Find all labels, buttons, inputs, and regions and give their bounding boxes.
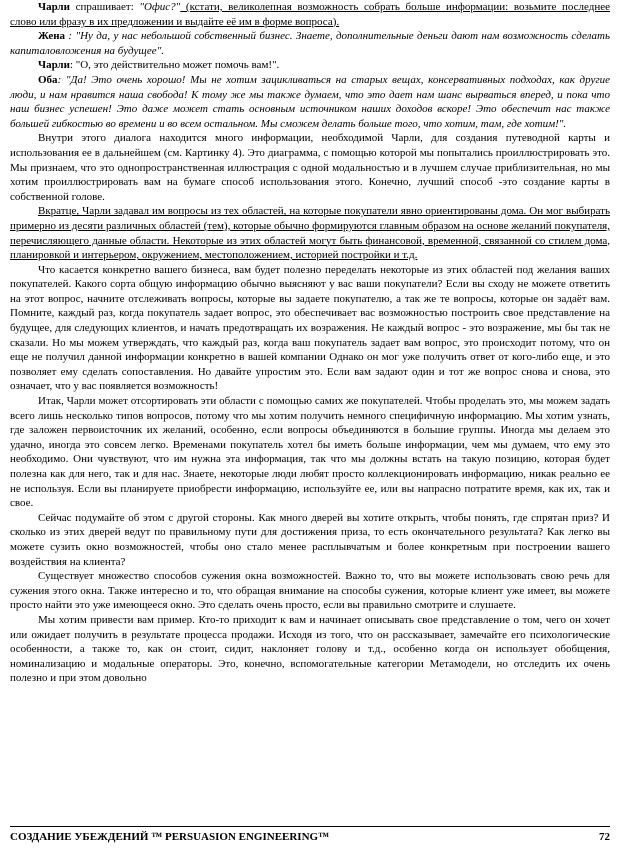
speaker-both: Оба (38, 73, 58, 86)
paragraph-1: Чарли спрашивает: "Офис?" (кстати, великолепная возможность собрать больше информации: возьмите последнее слово или фразу в их предложении и выдайте её им в форме вопроса). (10, 1, 611, 28)
paragraph-5: Внутри этого диалога находится много информации, необходимой Чарли, для создания путеводной карты и использования ее в дальнейшем (см. Картинку 4). Это диаграмма, с помощью которой мы попытались проиллюстрировать это. Мы признаем, что это однопространственная иллюстрация с одной модальностью и в лучшем случае приблизительная, но мы хотим проиллюстрировать вам на бумаге способ использования этого. Конечно, лучший способ -это создание карты в собственной голове. (10, 132, 610, 203)
paragraph-3: Чарли: "О, это действительно может помочь вам!". (38, 59, 280, 72)
paragraph-2: Жена : "Ну да, у нас небольшой собственный бизнес. Знаете, дополнительные деньги дают нам возможность сделать капиталовложения на будущее". (10, 30, 610, 57)
paragraph-8: Итак, Чарли может отсортировать эти области с помощью самих же покупателей. Чтобы проделать это, мы можем задать всего лишь несколько типов вопросов, потому что мы хотим получить немного специфичную информацию. Мы хотим узнать, где заложен первоисточник их желаний, особенно, если вопросы объединяются в большие группы. Иногда мы делаем это удачно, иногда это совсем легко. Временами покупатель хотел бы иметь больше информации, чем мы думаем, что ему это необходимо. Они чувствуют, что им нужна эта информация, так что мы должны встать на такую позицию, которая будет полезна как для него, так и для нас. Знаете, некоторые люди любят просто коллекционировать информацию, никак реально ее не используя. Если вы планируете приобрести информацию, используйте ее, или вы напрасно потратите время, как их, так и свое. (10, 395, 610, 510)
paragraph-6: Вкратце, Чарли задавал им вопросы из тех областей, на которые покупатели явно ориентированы дома. Он мог выбирать примерно из десяти различных областей (тем), которые обычно формируются главным образом на основе желаний покупателя, перечисляющего данные области. Некоторые из этих областей могут быть финансовой, временной, связанной со стилем дома, планировкой и интерьером, окружением, местоположением, историей постройки и т.д. (10, 205, 610, 262)
page-body (10, 0, 610, 686)
paragraph-4: Оба: "Да! Это очень хорошо! Мы не хотим зацикливаться на старых вещах, консервативных подходах, как другие люди, и нам нравится наша свобода! К тому же мы также думаем, что это дает нам шанс вырваться вперед, и пока что наш бизнес успешен! Это даже может стать основным источником наших доходов вскоре! Это обеспечит нас также большей гибкостью во времени и во всем остальном. Мы сможем делать больше того, что хотим, там, где хотим!". (10, 73, 610, 130)
speaker-wife: Жена (38, 30, 66, 43)
paragraph-9: Сейчас подумайте об этом с другой стороны. Как много дверей вы хотите открыть, чтобы понять, где спрятан приз? И сколько из этих дверей ведут по правильному пути для достижения приза, то есть окончательного результата? Как легко вы можете сузить окно возможностей, чтобы оно стало менее расплывчатым и более конкретным при построении вашего воздействия на клиента? (10, 511, 610, 568)
page-footer (10, 826, 610, 843)
paragraph-11: Мы хотим привести вам пример. Кто-то приходит к вам и начинает описывать свое представление о том, чего он хочет или ожидает получить в результате процесса продажи. Исходя из того, что он рассказывает, замечайте его психологические особенности, а также то, как он стоит, сидит, наклоняет голову и т.д., особенно когда он использует обобщения, номинализацию и модальные операторы. Это, конечно, вспомогательные категории Метамодели, но отследить их очень полезно и при этом довольно (10, 613, 610, 685)
speaker-charlie: Чарли (38, 1, 70, 13)
footer-title: СОЗДАНИЕ УБЕЖДЕНИЙ ™ PERSUASION ENGINEERING™ (10, 831, 330, 843)
paragraph-10: Существует множество способов сужения окна возможностей. Важно то, что вы можете использовать свою речь для сужения этого окна. Также интересно и то, что обращая внимание на способы сужения, которые клиент уже имеет, вы можете просто найти это уже имеющееся окно. Это сделать очень просто, если вы правильно смотрите и слушаете. (10, 570, 610, 612)
page-number: 72 (599, 831, 610, 843)
speaker-charlie-2: Чарли (38, 59, 70, 72)
paragraph-7: Что касается конкретно вашего бизнеса, вам будет полезно переделать некоторые из этих областей под желания ваших покупателей. Какого сорта общую информацию обычно выясняют у вас ваши покупатели? Если вы сходу не можете ответить на этот вопрос, начните отслеживать вопросы, которые вы задаете покупателю, а так же те вопросы, которые он задаёт вам. Помните, каждый раз, когда покупатель задает вопрос, это обеспечивает вас возможностью построить свое представление на будущее, для следующих клиентов, и начать предотвращать их возражения. Не каждый вопрос - это возражение, мы бы так не сказали. Но мы можем утверждать, что каждый раз, когда ваш покупатель задает вам вопрос, это происходит потому, что он еще не получил данной информации конкретно в вашей компании Однако он мог уже получить ответ от кого-либо еще, и это позволяет ему сделать сопоставления. Но давайте упростим это. Если вам задают один и тот же вопрос снова и снова, это означает, что у вас появляется возможность! (10, 263, 610, 393)
